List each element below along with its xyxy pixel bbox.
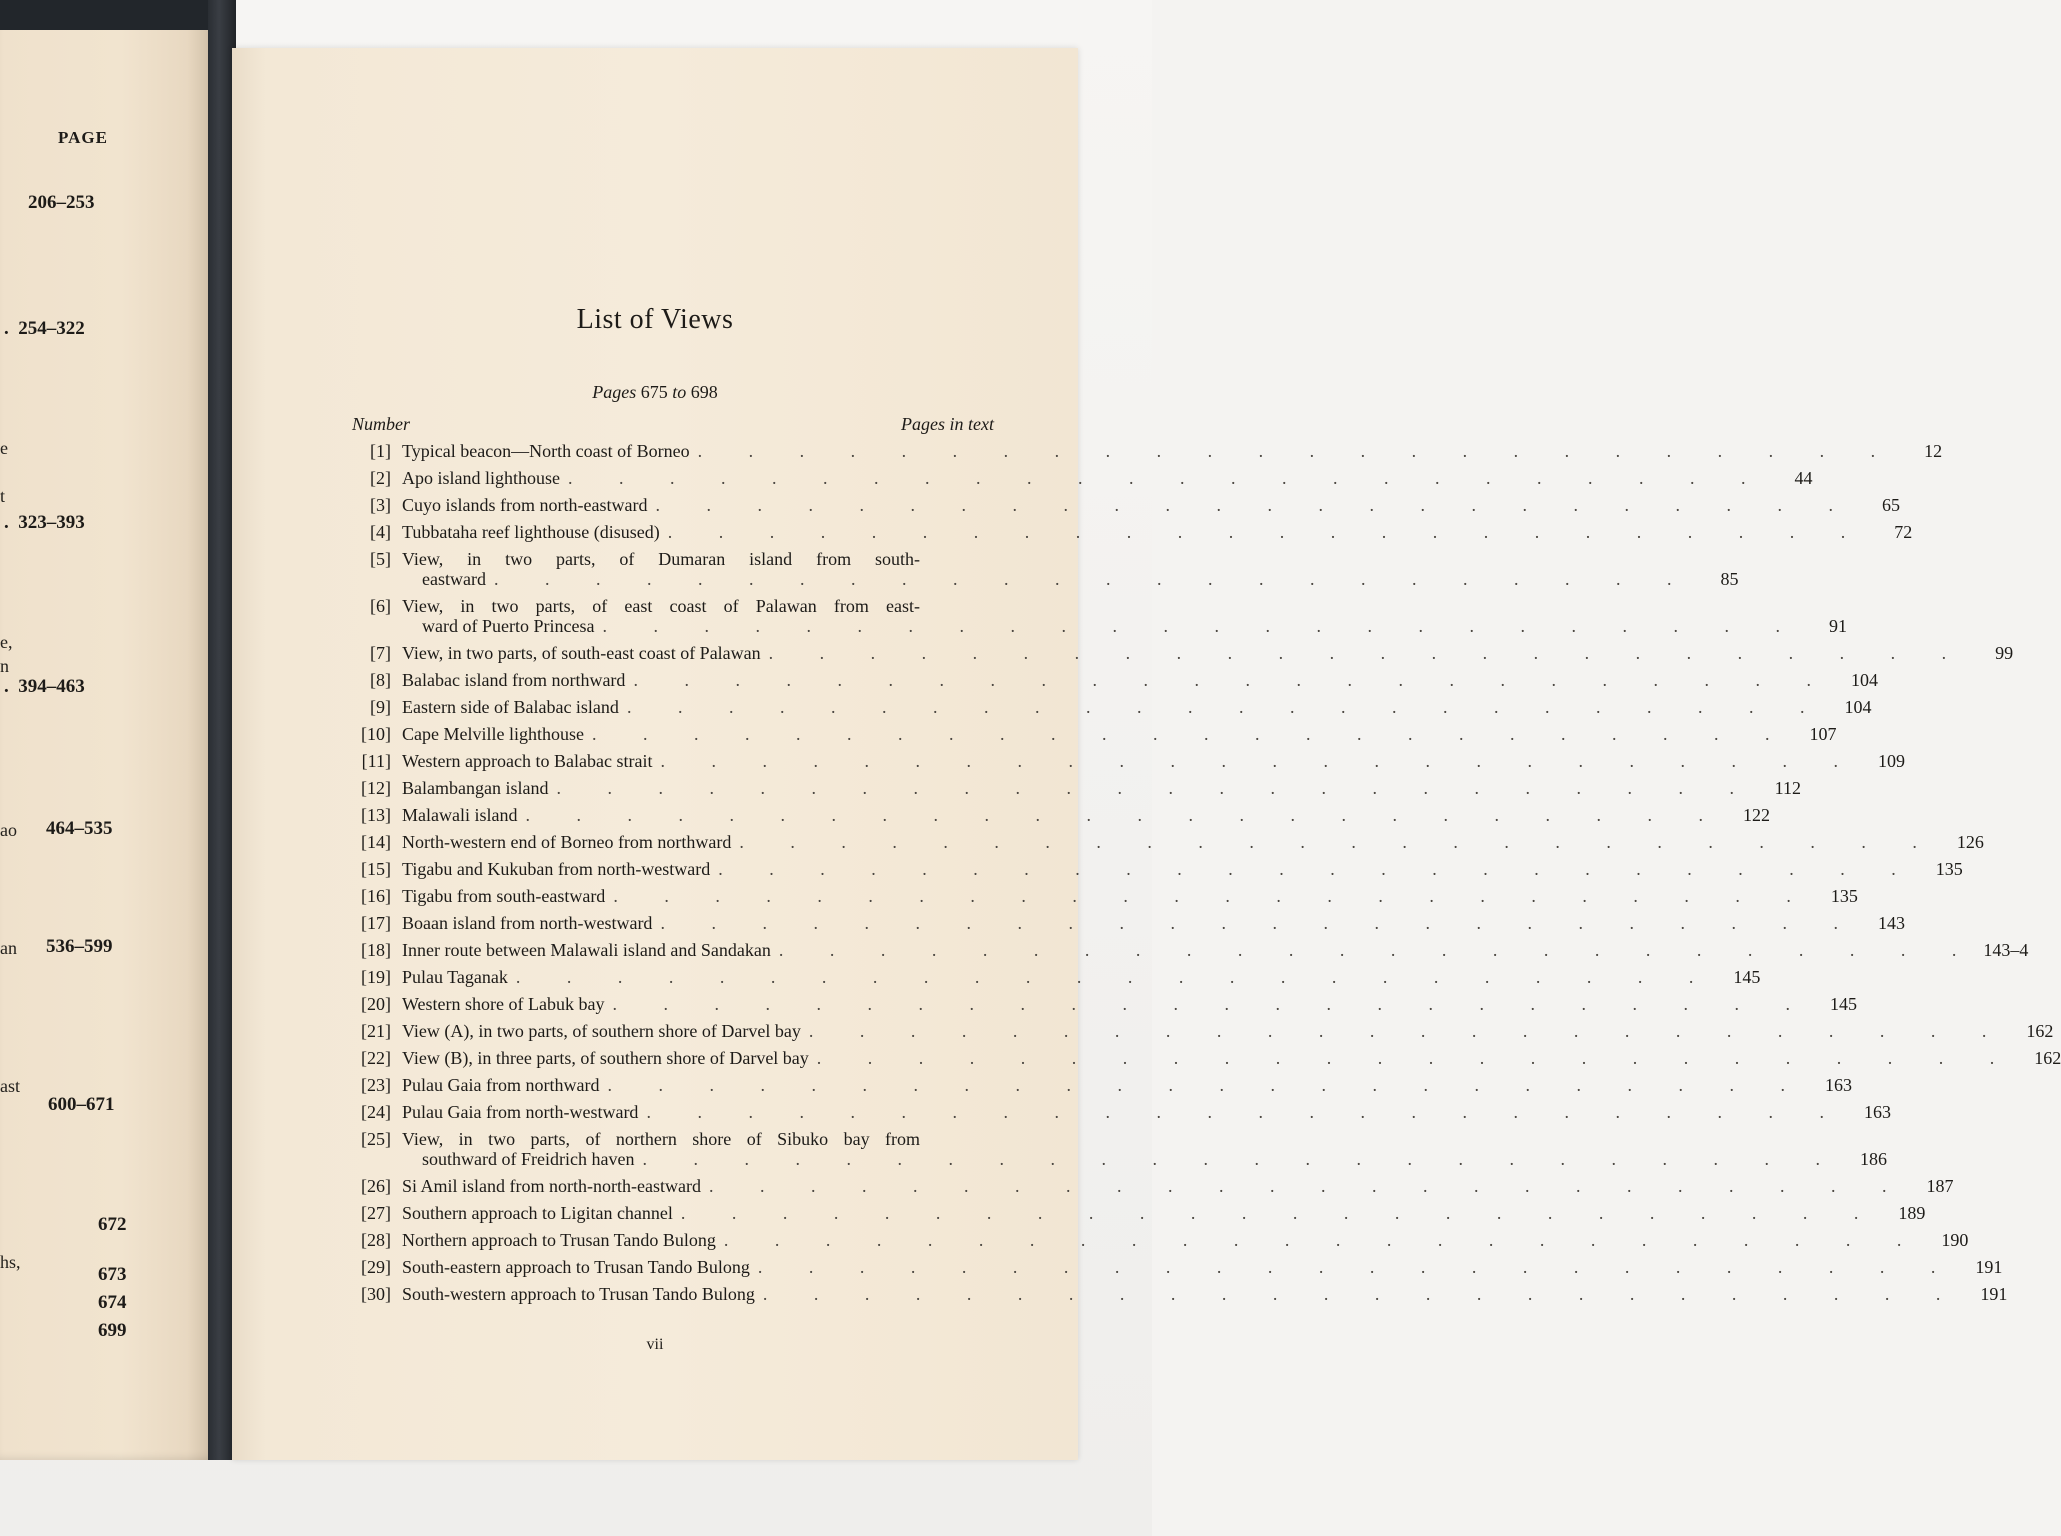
left-page-header: PAGE	[58, 128, 108, 147]
dot-leader: . . . . . . . . . . . . . . . . . . . . . . . .	[667, 522, 1867, 542]
view-title-continued-line	[402, 616, 1847, 636]
view-entry-body	[402, 994, 1857, 1014]
view-page-ref: 145	[1733, 967, 1761, 987]
view-number: [8]	[370, 670, 391, 690]
view-entry-body	[402, 940, 2029, 960]
left-page-range: 672	[98, 1214, 127, 1235]
view-title: Balambangan island	[402, 778, 549, 798]
view-entry-body	[402, 1230, 1969, 1250]
dot-leader: . . . . . . . . . . . . . . . . . . . . . . . .	[515, 967, 1715, 987]
view-entry-body	[402, 751, 1905, 771]
view-entry-body	[402, 1176, 1954, 1196]
dot-leader: . . . . . . . . . . . . . . . . . . . . . . . .	[626, 697, 1826, 717]
dot-leader: . . . . . . . . . . . . . . . . . . . . . . . .	[768, 643, 1968, 663]
view-entry-body	[402, 596, 1847, 636]
view-entry-body	[402, 724, 1837, 744]
page-title: List of Views	[576, 304, 734, 335]
view-entry-body	[402, 1021, 2054, 1041]
view-entry	[352, 522, 1913, 542]
dot-leader: . . . . . . . . . . . . . . . . . . . . . . . .	[723, 1230, 1923, 1250]
book-cover-edge	[0, 0, 230, 30]
view-page-ref: 99	[1995, 643, 2014, 663]
left-page	[0, 0, 220, 1460]
view-entry-body	[402, 1129, 1887, 1169]
view-title: Northern approach to Trusan Tando Bulong	[402, 1230, 716, 1250]
view-entry-body	[402, 441, 1943, 461]
view-page-ref: 126	[1956, 832, 1984, 852]
view-entry	[352, 1284, 2008, 1304]
left-page-range: 464–535	[46, 818, 113, 839]
view-entry-body	[402, 1203, 1926, 1223]
left-page-range: . 323–393	[4, 512, 85, 533]
views-list	[352, 441, 2061, 1311]
view-title: View (A), in two parts, of southern shore of Darvel bay	[402, 1021, 801, 1041]
view-page-ref: 85	[1720, 569, 1739, 589]
view-title: View, in two parts, of Dumaran island from south-	[402, 549, 920, 569]
view-number: [12]	[361, 778, 391, 798]
view-title: Pulau Gaia from north-westward	[402, 1102, 639, 1122]
view-entry-body	[402, 549, 1739, 589]
view-title: Tigabu and Kukuban from north-westward	[402, 859, 711, 879]
left-page-range: 699	[98, 1320, 127, 1341]
view-page-ref: 143–4	[1983, 940, 2029, 960]
view-entry	[352, 886, 1858, 906]
left-page-range: 536–599	[46, 936, 113, 957]
view-page-ref: 163	[1824, 1075, 1852, 1095]
left-page-range: 600–671	[48, 1094, 115, 1115]
view-number: [11]	[361, 751, 391, 771]
view-entry	[352, 1257, 2003, 1277]
view-number: [26]	[361, 1176, 391, 1196]
view-page-ref: 143	[1877, 913, 1905, 933]
view-number: [21]	[361, 1021, 391, 1041]
view-entry	[352, 1102, 1891, 1122]
view-entry	[352, 832, 1984, 852]
view-entry-body	[402, 1075, 1852, 1095]
view-page-ref: 122	[1742, 805, 1770, 825]
view-entry	[352, 1176, 1954, 1196]
view-title-continued: southward of Freidrich haven	[422, 1149, 635, 1169]
view-title: Apo island lighthouse	[402, 468, 560, 488]
view-entry-body	[402, 967, 1761, 987]
left-page-fragment: ao	[0, 820, 17, 840]
view-page-ref: 162	[2026, 1021, 2054, 1041]
view-entry-body	[402, 1257, 2003, 1277]
view-entry-body	[402, 859, 1963, 879]
view-entry	[352, 697, 1872, 717]
left-page-fragment: e,	[0, 632, 13, 652]
left-page-fragment: t	[0, 486, 6, 506]
view-entry-body	[402, 670, 1878, 690]
view-page-ref: 189	[1898, 1203, 1926, 1223]
view-number: [1]	[370, 441, 391, 461]
view-title-continued: eastward	[422, 569, 486, 589]
view-entry	[352, 940, 2029, 960]
view-title-continued-line	[402, 1149, 1887, 1169]
view-page-ref: 112	[1774, 778, 1801, 798]
view-entry	[352, 495, 1900, 515]
column-header-number: Number	[352, 414, 410, 434]
dot-leader: . . . . . . . . . . . . . . . . . . . . . . . .	[556, 778, 1755, 798]
view-entry	[352, 1230, 1969, 1250]
view-number: [28]	[361, 1230, 391, 1250]
view-entry	[352, 913, 1905, 933]
view-page-ref: 91	[1828, 616, 1847, 636]
left-page-fragment: n	[0, 656, 9, 676]
view-entry-body	[402, 697, 1872, 717]
view-page-ref: 187	[1926, 1176, 1954, 1196]
view-title: View, in two parts, of south-east coast of Palawan	[402, 643, 761, 663]
view-entry	[352, 1075, 1852, 1095]
view-number: [22]	[361, 1048, 391, 1068]
view-page-ref: 12	[1924, 441, 1943, 461]
view-number: [27]	[361, 1203, 391, 1223]
view-entry-body	[402, 468, 1813, 488]
dot-leader: . . . . . . . . . . . . . . . . . . . . . . . .	[525, 805, 1724, 825]
page-number: vii	[646, 1336, 664, 1353]
view-number: [15]	[361, 859, 391, 879]
dot-leader: . . . . . . . . . . . . . . . . . . . . . . . .	[697, 441, 1897, 461]
view-number: [16]	[361, 886, 391, 906]
view-entry-body	[402, 495, 1900, 515]
view-page-ref: 135	[1830, 886, 1858, 906]
dot-leader: . . . . . . . . . . . . . . . . . . . . . . . .	[708, 1176, 1908, 1196]
left-page-range: . 394–463	[4, 676, 85, 697]
view-page-ref: 104	[1850, 670, 1878, 690]
view-entry-body	[402, 886, 1858, 906]
dot-leader: . . . . . . . . . . . . . . . . . . . . . . . .	[646, 1102, 1845, 1122]
view-entry-body	[402, 643, 2014, 663]
view-entry-body	[402, 778, 1801, 798]
view-page-ref: 109	[1877, 751, 1905, 771]
view-entry-body	[402, 832, 1984, 852]
dot-leader: . . . . . . . . . . . . . . . . . . . . . . . .	[655, 495, 1854, 515]
view-title: North-western end of Borneo from northward	[402, 832, 732, 852]
left-page-fragment: hs,	[0, 1252, 21, 1272]
view-entry-body	[402, 805, 1770, 825]
left-page-fragment: ast	[0, 1076, 20, 1096]
view-entry	[352, 751, 1905, 771]
view-title: Balabac island from northward	[402, 670, 626, 690]
dot-leader: . . . . . . . . . . . . . . . . . . . . . . . .	[778, 940, 1978, 960]
view-title: South-western approach to Trusan Tando Bulong	[402, 1284, 755, 1304]
view-number: [2]	[370, 468, 391, 488]
view-number: [17]	[361, 913, 391, 933]
view-page-ref: 186	[1859, 1149, 1887, 1169]
view-title: Western shore of Labuk bay	[402, 994, 605, 1014]
view-title: Pulau Taganak	[402, 967, 508, 987]
view-page-ref: 135	[1935, 859, 1963, 879]
dot-leader: . . . . . . . . . . . . . . . . . . . . . . . .	[642, 1149, 1841, 1169]
view-entry-body	[402, 1048, 2061, 1068]
view-page-ref: 191	[1980, 1284, 2008, 1304]
view-page-ref: 191	[1975, 1257, 2003, 1277]
view-number: [7]	[370, 643, 391, 663]
view-entry-body	[402, 1102, 1891, 1122]
view-title: Tigabu from south-eastward	[402, 886, 606, 906]
left-page-range: 674	[98, 1292, 127, 1313]
view-title: View, in two parts, of east coast of Palawan from east-	[402, 596, 920, 616]
view-title: Si Amil island from north-north-eastward	[402, 1176, 701, 1196]
view-page-ref: 145	[1829, 994, 1857, 1014]
view-number: [23]	[361, 1075, 391, 1095]
view-page-ref: 72	[1894, 522, 1913, 542]
dot-leader: . . . . . . . . . . . . . . . . . . . . . . . .	[762, 1284, 1962, 1304]
view-entry	[352, 778, 1801, 798]
view-number: [13]	[361, 805, 391, 825]
view-entry	[352, 1203, 1926, 1223]
view-entry	[352, 441, 1943, 461]
view-entry	[352, 724, 1837, 744]
view-title: Boaan island from north-westward	[402, 913, 653, 933]
dot-leader: . . . . . . . . . . . . . . . . . . . . . . . .	[757, 1257, 1957, 1277]
dot-leader: . . . . . . . . . . . . . . . . . . . . . . . .	[660, 913, 1859, 933]
column-header-pages: Pages in text	[901, 414, 994, 434]
view-entry	[352, 859, 1963, 879]
left-page-range: 206–253	[28, 192, 95, 213]
view-title: Typical beacon—North coast of Borneo	[402, 441, 690, 461]
view-number: [30]	[361, 1284, 391, 1304]
left-page-range: 673	[98, 1264, 127, 1285]
view-entry	[352, 805, 1770, 825]
dot-leader: . . . . . . . . . . . . . . . . . . . . . . . .	[612, 994, 1811, 1014]
dot-leader: . . . . . . . . . . . . . . . . . . . . . . . .	[660, 751, 1859, 771]
view-entry-body	[402, 1284, 2008, 1304]
page-subtitle: Pages 675 to 698	[592, 382, 718, 402]
view-page-ref: 163	[1863, 1102, 1891, 1122]
view-entry	[352, 549, 1739, 589]
view-entry	[352, 1129, 1887, 1169]
dot-leader: . . . . . . . . . . . . . . . . . . . . . . . .	[816, 1048, 2016, 1068]
view-entry	[352, 596, 1847, 636]
view-title-continued-line	[402, 569, 1739, 589]
view-number: [6]	[370, 596, 391, 616]
left-page-range: . 254–322	[4, 318, 85, 339]
view-page-ref: 44	[1794, 468, 1813, 488]
dot-leader: . . . . . . . . . . . . . . . . . . . . . . . .	[633, 670, 1832, 690]
view-title: Tubbataha reef lighthouse (disused)	[402, 522, 660, 542]
view-number: [9]	[370, 697, 391, 717]
dot-leader: . . . . . . . . . . . . . . . . . . . . . . . .	[739, 832, 1938, 852]
view-title: Western approach to Balabac strait	[402, 751, 653, 771]
view-title: Cuyo islands from north-eastward	[402, 495, 648, 515]
view-number: [18]	[361, 940, 391, 960]
dot-leader: . . . . . . . . . . . . . . . . . . . . . . . .	[591, 724, 1791, 744]
view-title: South-eastern approach to Trusan Tando Bulong	[402, 1257, 750, 1277]
view-number: [19]	[361, 967, 391, 987]
view-page-ref: 190	[1941, 1230, 1969, 1250]
view-entry	[352, 967, 1761, 987]
view-page-ref: 107	[1809, 724, 1837, 744]
view-title: View, in two parts, of northern shore of Sibuko bay from	[402, 1129, 920, 1149]
dot-leader: . . . . . . . . . . . . . . . . . . . . . . . .	[493, 569, 1693, 589]
view-page-ref: 104	[1844, 697, 1872, 717]
view-number: [5]	[370, 549, 391, 569]
view-entry-body	[402, 522, 1913, 542]
view-title: Southern approach to Ligitan channel	[402, 1203, 673, 1223]
view-number: [3]	[370, 495, 391, 515]
view-title: Inner route between Malawali island and Sandakan	[402, 940, 771, 960]
view-page-ref: 162	[2034, 1048, 2061, 1068]
view-entry	[352, 1021, 2054, 1041]
dot-leader: . . . . . . . . . . . . . . . . . . . . . . . .	[718, 859, 1917, 879]
view-entry-body	[402, 913, 1905, 933]
view-title: Eastern side of Balabac island	[402, 697, 619, 717]
view-title-continued: ward of Puerto Princesa	[422, 616, 595, 636]
view-entry	[352, 1048, 2061, 1068]
dot-leader: . . . . . . . . . . . . . . . . . . . . . . . .	[613, 886, 1812, 906]
view-number: [29]	[361, 1257, 391, 1277]
dot-leader: . . . . . . . . . . . . . . . . . . . . . . . .	[607, 1075, 1806, 1095]
view-title: Cape Melville lighthouse	[402, 724, 584, 744]
view-number: [10]	[361, 724, 391, 744]
dot-leader: . . . . . . . . . . . . . . . . . . . . . . . .	[602, 616, 1801, 636]
left-page-fragment: e	[0, 438, 8, 458]
view-number: [4]	[370, 522, 391, 542]
dot-leader: . . . . . . . . . . . . . . . . . . . . . . . .	[680, 1203, 1880, 1223]
view-number: [20]	[361, 994, 391, 1014]
right-page	[232, 48, 2061, 1460]
dot-leader: . . . . . . . . . . . . . . . . . . . . . . . .	[568, 468, 1767, 488]
view-number: [24]	[361, 1102, 391, 1122]
view-title: Pulau Gaia from northward	[402, 1075, 600, 1095]
view-entry	[352, 670, 1878, 690]
view-entry	[352, 468, 1813, 488]
view-page-ref: 65	[1881, 495, 1900, 515]
view-number: [25]	[361, 1129, 391, 1149]
view-title: View (B), in three parts, of southern shore of Darvel bay	[402, 1048, 809, 1068]
view-entry	[352, 994, 1857, 1014]
view-title: Malawali island	[402, 805, 518, 825]
view-number: [14]	[361, 832, 391, 852]
dot-leader: . . . . . . . . . . . . . . . . . . . . . . . .	[808, 1021, 2008, 1041]
view-entry	[352, 643, 2014, 663]
left-page-fragment: an	[0, 938, 17, 958]
